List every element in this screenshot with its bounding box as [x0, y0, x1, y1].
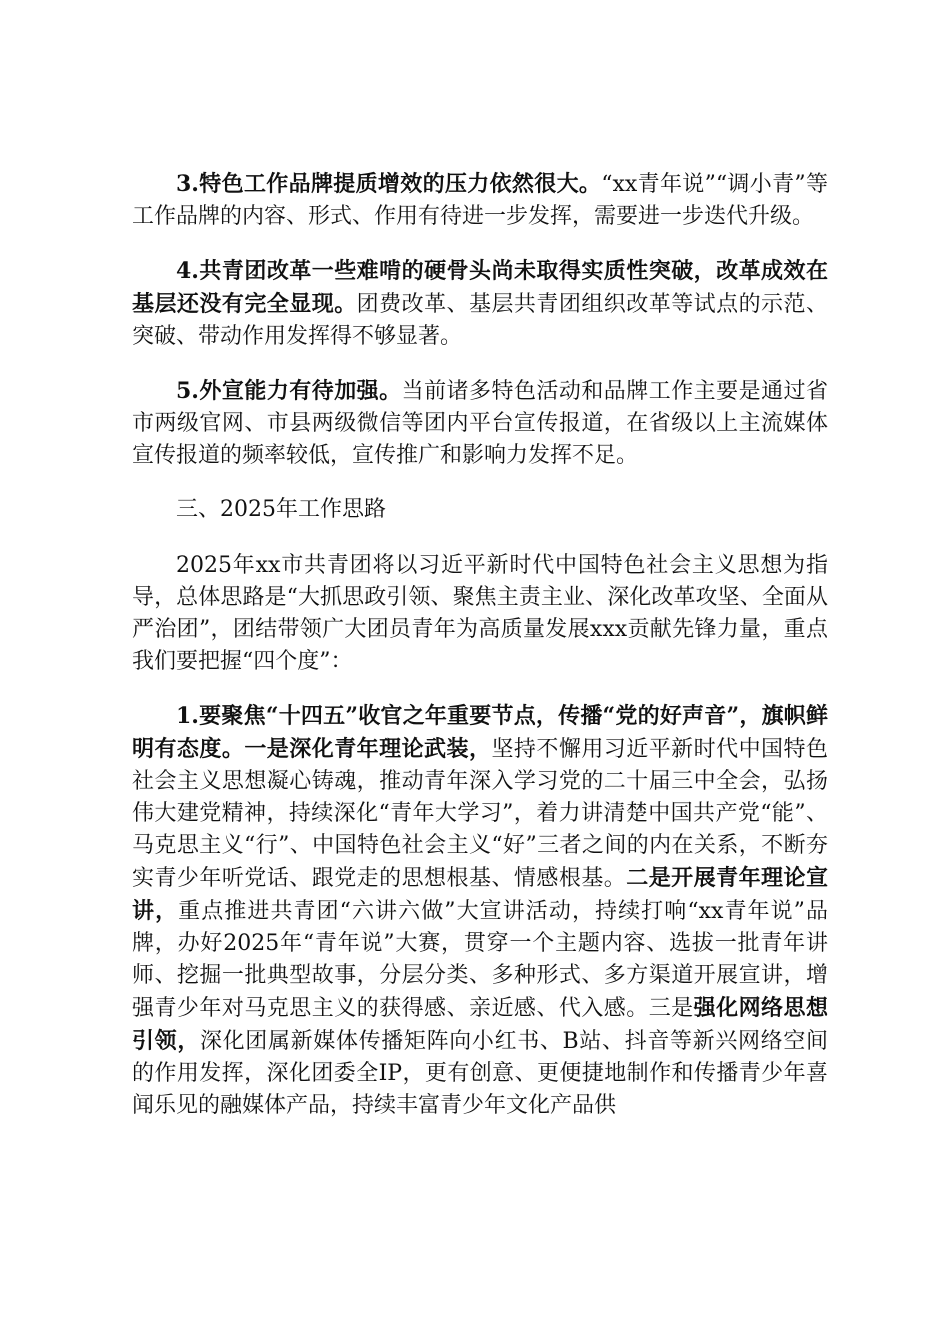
paragraph-lead: 4.共青团改革一些难啃的硬骨头尚未取得实质性突破，改革成效在基层还没有完全显现。: [132, 258, 828, 317]
section-heading: 三、2025年工作思路: [176, 497, 386, 522]
paragraph-body: 团费改革、基层共青团组织改革等试点的示范、突破、带动作用发挥得不够显著。: [132, 292, 828, 349]
paragraph-body: 当前诸多特色活动和品牌工作主要是通过省市两级官网、市县两级微信等团内平台宣传报道，在省级以上主流媒体宣传报道的频率较低，宣传推广和影响力发挥不足。: [132, 379, 828, 468]
subpoint-text: 重点推进共青团“六讲六做”大宣讲活动，持续打响“xx青年说”品牌，办好2025年“青年说”大赛，贯穿一个主题内容、选拔一批青年讲师、挖掘一批典型故事，分层分类、多种形式、多方渠道开展宣讲，增强青少年对马克思主义的获得感、亲近感、代入感。三是: [132, 899, 828, 1021]
paragraph-brand-pressure: [132, 168, 828, 233]
subpoint-title: 一是深化青年理论武装，: [244, 736, 492, 762]
paragraph-publicity: [132, 375, 828, 472]
paragraph-body: “xx青年说”“调小青”等工作品牌的内容、形式、作用有待进一步发挥，需要进一步迭代升级。: [132, 172, 829, 229]
subpoint-title: 二是开展青年理论宣讲，: [132, 865, 828, 924]
paragraph-lead: 5.外宣能力有待加强。: [176, 378, 402, 404]
paragraph-lead: 3.特色工作品牌提质增效的压力依然很大。: [176, 171, 602, 197]
subpoint-text: 坚持不懈用习近平新时代中国特色社会主义思想凝心铸魂，推动青年深入学习党的二十届三中全会，弘扬伟大建党精神，持续深化“青年大学习”，着力讲清楚中国共产党“能”、马克思主义“行”、中国特色社会主义“好”三者之间的内在关系，不断夯实青少年听党话、跟党走的思想根基、情感根基。: [132, 737, 828, 891]
subpoint-text: 深化团属新媒体传播矩阵向小红书、B站、抖音等新兴网络空间的作用发挥，深化团委全IP，更有创意、更便捷地制作和传播青少年喜闻乐见的融媒体产品，持续丰富青少年文化产品供: [132, 1029, 828, 1118]
paragraph-reform: [132, 255, 828, 353]
point-1-paragraph: [132, 700, 828, 1122]
document-page: [132, 168, 828, 1144]
intro-paragraph: 2025年xx市共青团将以习近平新时代中国特色社会主义思想为指导，总体思路是“大抓思政引领、聚焦主责主业、深化改革攻坚、全面从严治团”，团结带领广大团员青年为高质量发展xxx贡献先锋力量，重点我们要把握“四个度”：: [132, 553, 828, 674]
point-lead: 1.要聚焦“十四五”收官之年重要节点，传播“党的好声音”，旗帜鲜明有态度。: [132, 703, 828, 762]
subpoint-title: 强化网络思想引领，: [132, 995, 828, 1054]
